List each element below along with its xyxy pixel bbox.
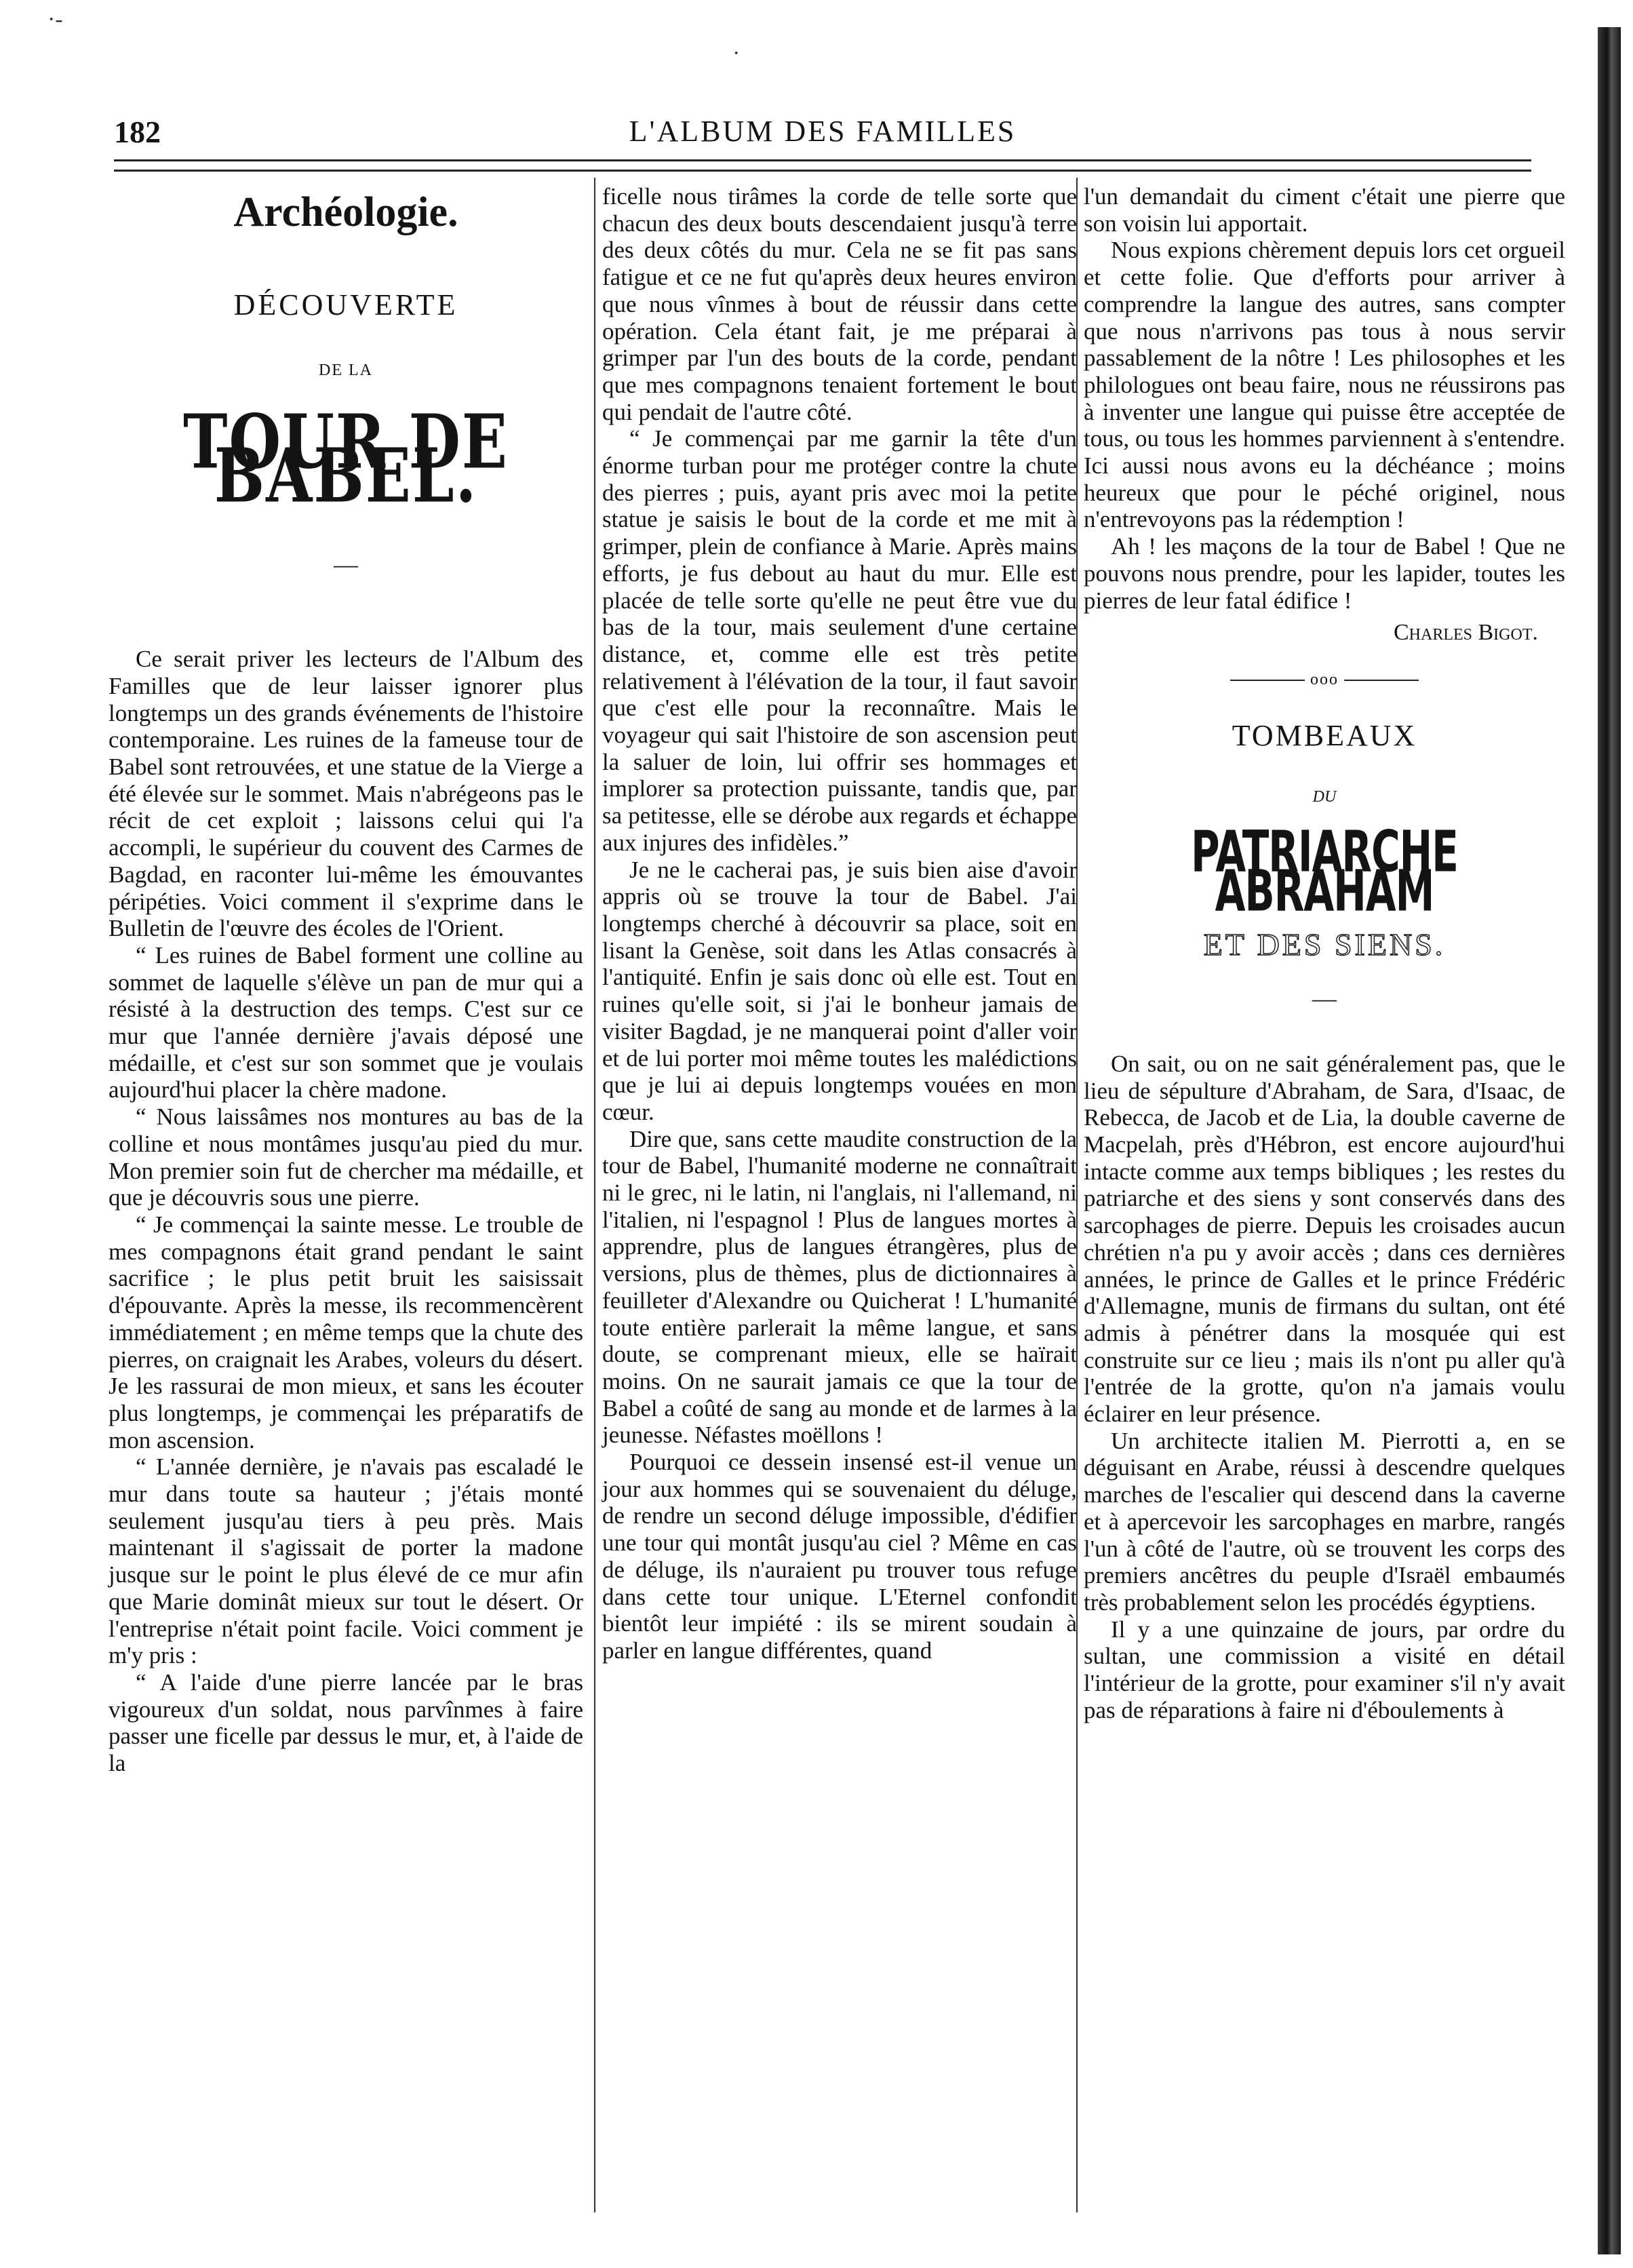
article-paragraph: Nous expions chèrement depuis lors cet orgueil et cette folie. Que d'efforts pour arriver à comprendre la langue des autres, sans compter que nous n'arrivons pas tous à nous servir passablement de la nôtre ! Les philosophes et les philologues ont beau faire, nous ne réussirons pas à inventer une langue qui puisse être acceptée de tous, ou tous les hommes parviennent à s'entendre. Ici aussi nous avons eu la déchéance ; moins heureux que pour le péché originel, nous n'entrevoyons pas la rédemption ! bbox=[1084, 237, 1565, 533]
article-paragraph: “ A l'aide d'une pierre lancée par le bras vigoureux d'un soldat, nous parvînmes à faire passer une ficelle par dessus le mur, et, à l'aide de la bbox=[109, 1668, 583, 1777]
article-paragraph: Pourquoi ce dessein insensé est-il venue un jour aux hommes qui se souvenaient du déluge, de rendre un second déluge impossible, d'édifier une tour qui montât jusqu'au ciel ? Même en cas de déluge, ils n'auraient pu trouver tous refuge dans cette tour unique. L'Eternel confondit bientôt leur impiété : ils se mirent soudain à parler en langue différentes, quand bbox=[602, 1449, 1077, 1664]
article-paragraph: Un architecte italien M. Pierrotti a, en se déguisant en Arabe, réussi à descendre quelques marches de l'escalier qui descend dans la caverne et à apercevoir les sarcophages en marbre, rangés l'un à côté de l'autre, où se trouvent les corps des premiers ancêtres du peuple d'Israël embaumés très probablement selon les procédés égyptiens. bbox=[1084, 1427, 1565, 1616]
article-paragraph: “ L'année dernière, je n'avais pas escaladé le mur dans toute sa hauteur ; j'étais monté seulement jusqu'au tiers à peu près. Mais maintenant il s'agissait de porter la madone jusque sur le point le plus élevé de ce mur afin que Marie dominât mieux sur tout le désert. Or l'entreprise n'était point facile. Voici comment je m'y pris : bbox=[109, 1453, 583, 1669]
running-title: L'ALBUM DES FAMILLES bbox=[629, 115, 1017, 148]
article-paragraph: Je ne le cacherai pas, je suis bien aise d'avoir appris où se trouve la tour de Babel. J'ai longtemps cherché à découvrir sa place, soit en lisant la Genèse, soit dans les Atlas consacrés à l'antiquité. Enfin je sais donc où elle est. Tout en ruines qu'elle soit, si j'ai le bonheur jamais de visiter Bagdad, je ne manquerai point d'aller voir et de lui porter moi même toutes les malédictions que je lui ai depuis longtemps vouées en mon cœur. bbox=[602, 856, 1077, 1125]
column-divider bbox=[594, 178, 595, 2212]
article-kicker: DÉCOUVERTE bbox=[233, 288, 458, 321]
article-paragraph: Ah ! les maçons de la tour de Babel ! Que ne pouvons nous prendre, pour les lapider, toutes les pierres de leur fatal édifice ! bbox=[1084, 533, 1565, 614]
scan-edge-shadow bbox=[1598, 27, 1621, 2254]
article-paragraph: “ Nous laissâmes nos montures au bas de la colline et nous montâmes jusqu'au pied du mur. Mon premier soin fut de chercher ma médaille, et que je découvris sous une pierre. bbox=[109, 1103, 583, 1211]
section-title: Archéologie. bbox=[233, 189, 458, 235]
article-paragraph: Ce serait priver les lecteurs de l'Album des Familles que de leur laisser ignorer plus longtemps un des grands événements de l'histoire contemporaine. Les ruines de la fameuse tour de Babel sont retrouvées, et une statue de la Vierge a été élevée sur le sommet. Mais n'abrégeons pas le récit de cet exploit ; laissons celui qui l'a accompli, le supérieur du couvent des Carmes de Bagdad, en raconter lui-même les émouvantes péripéties. Voici comment il s'exprime dans le Bulletin de l'œuvre des écoles de l'Orient. bbox=[109, 646, 583, 942]
article-paragraph: On sait, ou on ne sait généralement pas, que le lieu de sépulture d'Abraham, de Sara, d'Isaac, de Rebecca, de Jacob et de Lia, la double caverne de Macpelah, près d'Hébron, est encore aujourd'hui intacte comme aux temps bibliques ; les restes du patriarche et des siens y sont conservés dans des sarcophages de pierre. Depuis les croisades aucun chrétien n'a pu y avoir accès ; dans ces dernières années, le prince de Galles et le prince Frédéric d'Allemagne, munis de firmans du sultan, ont été admis à pénétrer dans la mosquée qui est construite sur ce lieu ; mais ils n'ont pu aller qu'à l'entrée de la grotte, qu'on n'a jamais voulu éclairer en leur présence. bbox=[1084, 1050, 1565, 1428]
article-paragraph: Il y a une quinzaine de jours, par ordre du sultan, une commission a visité en détail l'intérieur de la grotte, pour examiner s'il n'y avait pas de réparations à faire ni d'éboulements à bbox=[1084, 1616, 1565, 1723]
article-paragraph: “ Je commençai par me garnir la tête d'un énorme turban pour me protéger contre la chute des pierres ; puis, ayant pris avec moi la petite statue je saisis le bout de la corde et me mit à grimper, plein de confiance à Marie. Après mains efforts, je fus debout au haut du mur. Elle est placée de telle sorte qu'elle ne peut être vue du bas de la tour, mais seulement d'une certaine distance, et, comme elle est très petite relativement à l'élévation de la tour, il faut savoir que c'est elle pour la reconnaître. Mais le voyageur qui sait l'histoire de son ascension peut la saluer de loin, lui offrir ses hommages et implorer sa protection puissante, tandis que, par sa petitesse, elle se dérobe aux regards et échappe aux injures des infidèles.” bbox=[602, 425, 1077, 856]
article-paragraph: “ Je commençai la sainte messe. Le trouble de mes compagnons était grand pendant le saint sacrifice ; le plus petit bruit les saisissait d'épouvante. Après la messe, ils recommencèrent immédiatement ; en même temps que la chute des pierres, on craignait les Arabes, voleurs du désert. Je les rassurai de mon mieux, et sans les écouter plus longtemps, je commençai les préparatifs de mon ascension. bbox=[109, 1211, 583, 1453]
article-separator: ooo bbox=[1084, 667, 1565, 694]
column-2 bbox=[602, 183, 1077, 1664]
column-1 bbox=[109, 183, 583, 1777]
page-header bbox=[114, 114, 1531, 161]
article-kicker-small: DE LA bbox=[319, 361, 373, 380]
column-3 bbox=[1084, 183, 1565, 1723]
header-rule bbox=[114, 159, 1531, 172]
article-paragraph: ficelle nous tirâmes la corde de telle sorte que chacun des deux bouts descendaient jusqu'à terre des deux côtés du mur. Cela ne se fit pas sans fatigue et ce ne fut qu'après deux heures environ que nous vînmes à bout de réussir dans cette opération. Cela étant fait, je me préparai à grimper par l'un des bouts de la corde, pendant que mes compagnons tenaient fortement le bout qui pendait de l'autre côté. bbox=[602, 183, 1077, 425]
article-title: TOUR DE BABEL. bbox=[182, 397, 509, 520]
article-paragraph: Dire que, sans cette maudite construction de la tour de Babel, l'humanité moderne ne connaîtrait ni le grec, ni le latin, ni l'anglais, ni l'allemand, ni l'italien, ni l'espagnol ! Plus de langues mortes à apprendre, plus de langues étrangères, plus de versions, plus de thèmes, plus de dictionnaires à feuilleter d'Alexandre ou Quicherat ! L'humanité toute entière parlerait la même langue, et sans doute, se comprenant mieux, elle se haïrait moins. On ne saurait jamais ce que la tour de Babel a coûté de sang au monde et de larmes à la jeunesse. Néfastes moëllons ! bbox=[602, 1125, 1077, 1449]
article-kicker-small: DU bbox=[1312, 788, 1337, 806]
article-subtitle: ET DES SIENS. bbox=[1203, 927, 1446, 962]
scan-speck: ·- bbox=[47, 7, 63, 32]
author-signature: Charles Bigot. bbox=[1393, 620, 1538, 646]
article-paragraph: l'un demandait du ciment c'était une pierre que son voisin lui apportait. bbox=[1084, 183, 1565, 237]
title-dash: — bbox=[1312, 985, 1337, 1013]
title-dash: — bbox=[334, 550, 358, 578]
article-paragraph: “ Les ruines de Babel forment une colline au sommet de laquelle s'élève un pan de mur qui a résisté à la destruction des temps. C'est sur ce mur que l'année dernière j'avais déposé une médaille, et c'est sur son sommet que je voulais aujourd'hui placer la chère madone. bbox=[109, 941, 583, 1103]
page-number: 182 bbox=[114, 115, 161, 149]
scan-speck: · bbox=[732, 41, 741, 66]
article-kicker: TOMBEAUX bbox=[1232, 718, 1417, 752]
article-title: PATRIARCHE ABRAHAM bbox=[1191, 818, 1458, 924]
